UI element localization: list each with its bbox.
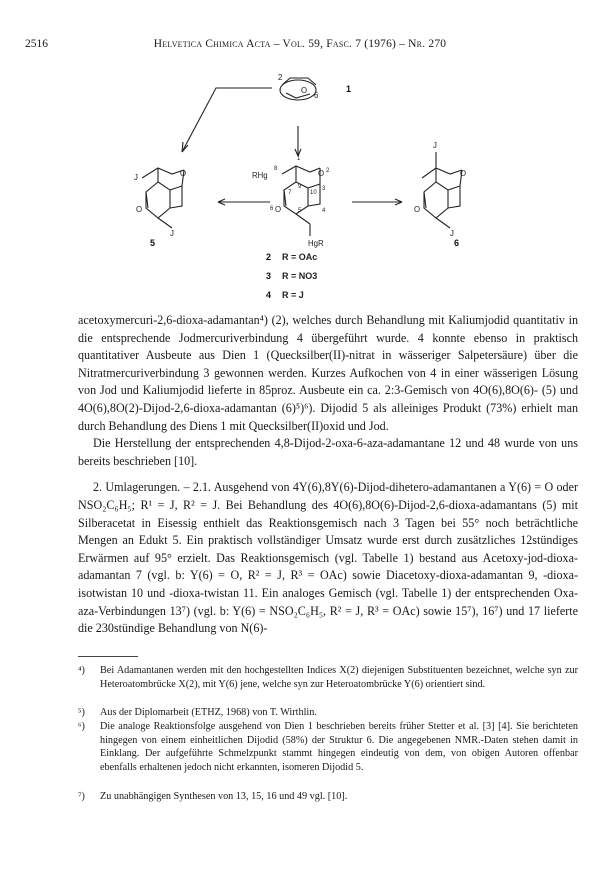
center-hgr: HgR [308,239,324,248]
atom-2-label: 2 [278,73,283,82]
footnote-key: ⁷) [78,791,85,802]
footnote-7 [78,790,578,804]
row-2-number: 2 [266,252,272,262]
section-umlagerungen: 2. Umlagerungen. – 2.1. Ausgehend von 4Y(6),8Y(6)-Dijod-dihetero-adamantanen a Y(6) = O oder NSO₂C₆H₅; R¹ = J, R² = J. Bei Behandlung des 4O(6),8O(6)-Dijod-2,6-dioxa-adamantans (5) mit Silberacetat in Eisessig enthielt das Reaktionsgemisch nach 3 Tagen bei 55° noch beträchtliche Mengen an Edukt 5. Ein praktisch vollständiger Umsatz wurde erst durch zusätzliches 12stündiges Erwärmen auf 95° erzielt. Das Reaktionsgemisch (vgl. Tabelle 1) bestand aus Acetoxy-jod-dioxa-adamantan 7 (vgl. b: Y(6) = O, R² = J, R³ = OAc) sowie Diacetoxy-dioxa-adamantan 9, -dioxa-isotwistan 10 und -dioxa-twistan 11. Ein analoges Gemisch (vgl. Tabelle 1) der entsprechenden Oxa-aza-Verbindungen 13⁷) (vgl. b: Y(6) = NSO₂C₆H₅, R² = J, R³ = OAc) sowie 15⁷), 16⁷) und 17 lieferte die 230stündige Behandlung von N(6)- [78,480,578,636]
center-7: 7 [288,190,292,196]
compound-6-j-top: J [433,141,437,150]
scheme-drawing [120,60,480,308]
center-3: 3 [322,186,326,192]
row-4-label: R = J [282,290,304,300]
footnote-text: Bei Adamantanen werden mit den hochgestellten Indices X(2) diejenigen Substituenten bezeichnet, welche syn zur Heteroatombrücke X(2), mit Y(6) jene, welche syn zur Heteroatombrücke Y(6) orientiert sind. [100,665,578,690]
center-2sup: 2 [326,168,330,174]
footnote-text: Die analoge Reaktionsfolge ausgehend von Dien 1 beschrieben bereits früher Stetter et al. [3] [4]. Sie berichteten hingegen von einem einheitlichen Dijodid (58%) der Struktur 6. Die angegebenen NMR.-Daten stehen damit in Einklang. Der aufgeführte Schmelzpunkt stammt hingegen eindeutig von dem, von obigen Autoren offenbar ebenfalls erhaltenen jedoch nicht erkannten, isomeren Dijodid 5. [100,721,578,774]
footnote-6 [78,720,578,775]
footnote-4 [78,664,578,691]
footnote-key: ⁵) [78,707,85,718]
footnote-key: ⁴) [78,665,85,676]
atom-6-label: 6 [314,91,319,100]
center-9: 9 [298,184,302,190]
page-number: 2516 [25,38,48,50]
journal-title: Helvetica Chimica Acta – Vol. 59, Fasc. 7 (1976) – Nr. 270 [153,38,447,50]
compound-5-j-top: J [134,173,138,182]
row-3-number: 3 [266,271,272,281]
row-4-number: 4 [266,290,272,300]
compound-5-number: 5 [150,238,156,248]
center-4: 4 [322,208,326,214]
arrow-1-to-5 [182,88,272,152]
center-8: 8 [274,166,278,172]
compound-6-frame [422,152,462,228]
compound-5-j-bot: J [170,229,174,238]
center-1: 1 [297,156,301,162]
body-text [78,312,578,638]
center-o2: O [318,169,325,178]
row-3-label: R = NO3 [282,271,318,281]
paragraph-2: Die Herstellung der entsprechenden 4,8-Dijod-2-oxa-6-aza-adamantane 12 und 48 wurde von uns bereits beschrieben [10]. [78,436,578,468]
row-2-label: R = OAc [282,252,318,262]
compound-1-number: 1 [346,84,352,94]
center-6sup: 6 [270,206,274,212]
center-5: 5 [298,208,302,214]
footnote-text: Aus der Diplomarbeit (ETHZ, 1968) von T. Wirthlin. [100,707,317,718]
reaction-scheme [120,60,480,308]
center-rhg: RHg [252,171,268,180]
footnote-key: ⁶) [78,721,85,732]
center-o6: O [275,205,282,214]
compound-5-o-bot: O [136,205,143,214]
compound-6-j-bot: J [450,229,454,238]
paragraph-1: acetoxymercuri-2,6-dioxa-adamantan⁴) (2), welches durch Behandlung mit Kaliumjodid quantitativ in die entsprechende Jodmercuriverbindung 4 übergeführt wurde. 4 konnte ebenso in praktisch quantitativer Ausbeute aus Dien 1 (Quecksilber(II)-nitrat in wässeriger Salpetersäure) über die Nitratmercuriverbindung 3 gewonnen werden. Kurzes Aufkochen von 4 in einer wässerigen Lösung von Jod und Kaliumjodid lieferte in 85proz. Ausbeute ein ca. 2:3-Gemisch von 4O(6),8O(6)- (5) und 4O(6),8O(2)-Dijod-2,6-dioxa-adamantan (6)⁵)⁶). Dijodid 5 als alleiniges Produkt (73%) erhielt man durch Behandlung des Diens 1 mit Quecksilber(II)oxid und Jod. [78,313,578,433]
footnote-rule [78,656,138,657]
atom-o-label: O [301,86,308,95]
compound-5-frame [142,168,187,228]
running-header [25,38,575,54]
compound-6-o-bot: O [414,205,421,214]
compound-6-number: 6 [454,238,460,248]
footnote-5 [78,706,578,720]
compound-6-o-top: O [460,169,467,178]
compound-2-frame [282,166,320,236]
footnote-text: Zu unabhängigen Synthesen von 13, 15, 16 und 49 vgl. [10]. [100,791,348,802]
center-10: 10 [310,190,317,196]
compound-5-o-top: O [180,169,187,178]
